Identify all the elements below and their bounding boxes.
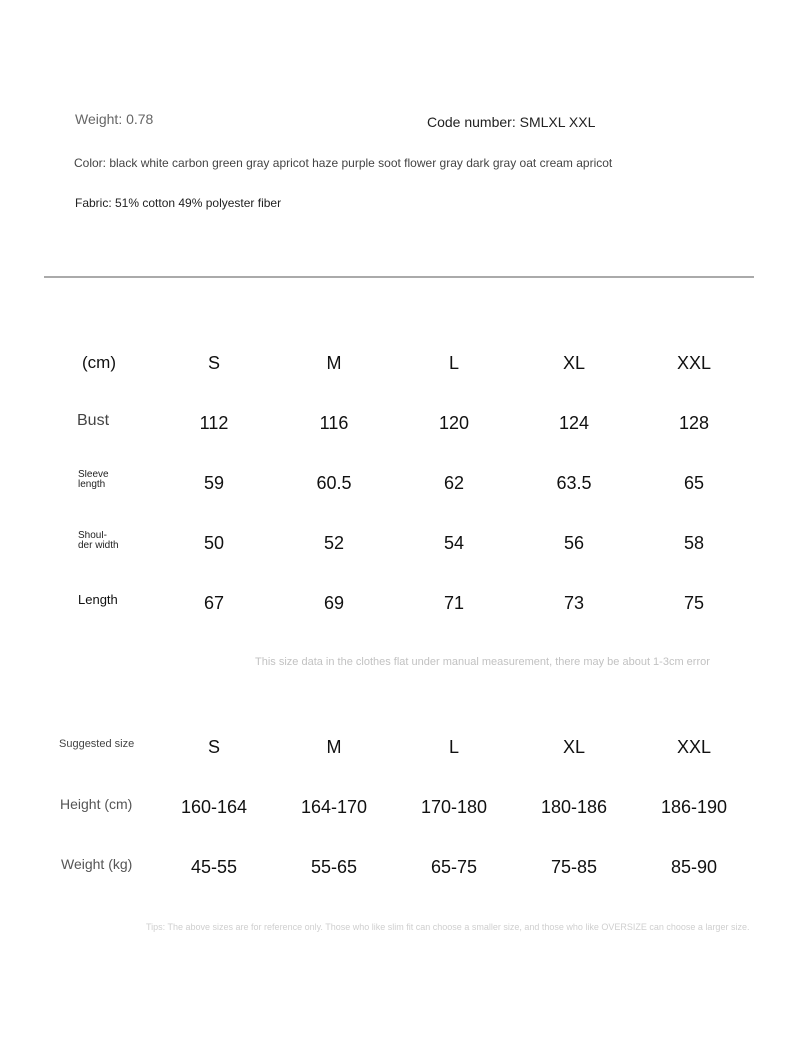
table-cell: 55-65 <box>310 857 358 877</box>
table-cell: 62 <box>443 473 465 493</box>
size-header: M <box>326 737 342 757</box>
unit-label: (cm) <box>82 353 116 372</box>
size-tip: Tips: The above sizes are for reference only. Those who like slim fit can choose a smaller size, and those who like OVERSIZE can choose a larger size. <box>146 922 750 932</box>
size-header: XXL <box>676 737 712 757</box>
size-header: XL <box>562 737 586 757</box>
table-cell: 75-85 <box>550 857 598 877</box>
table-cell: 65 <box>683 473 705 493</box>
table-cell: 85-90 <box>670 857 718 877</box>
size-header: XL <box>562 353 586 373</box>
table-cell: 170-180 <box>420 797 488 817</box>
row-label-length: Length <box>78 592 118 607</box>
suggested-size-label: Suggested size <box>59 738 135 750</box>
table-cell: 73 <box>563 593 585 613</box>
table-cell: 54 <box>443 533 465 553</box>
table-cell: 45-55 <box>190 857 238 877</box>
code-number-text: Code number: SMLXL XXL <box>427 114 596 130</box>
size-header: S <box>207 353 220 373</box>
table-cell: 69 <box>323 593 345 613</box>
fabric-text: Fabric: 51% cotton 49% polyester fiber <box>75 196 282 210</box>
section-divider <box>44 276 754 278</box>
size-header: L <box>448 737 459 757</box>
table-cell: 71 <box>443 593 465 613</box>
table-cell: 52 <box>323 533 345 553</box>
table-cell: 112 <box>199 413 229 433</box>
table-cell: 75 <box>683 593 705 613</box>
row-label-weight: Weight (kg) <box>61 856 133 872</box>
size-header: XXL <box>676 353 712 373</box>
size-header: L <box>448 353 459 373</box>
table-cell: 164-170 <box>300 797 368 817</box>
table-cell: 160-164 <box>180 797 248 817</box>
table-cell: 60.5 <box>316 473 352 493</box>
row-label-shoulder-width: Shoul-der width <box>78 531 119 551</box>
row-label-height: Height (cm) <box>60 796 133 812</box>
table-cell: 63.5 <box>556 473 592 493</box>
table-cell: 58 <box>683 533 705 553</box>
size-header: S <box>207 737 220 757</box>
row-label-bust: Bust <box>77 412 110 429</box>
table-cell: 186-190 <box>660 797 728 817</box>
measurement-note: This size data in the clothes flat under manual measurement, there may be about 1-3cm error <box>255 656 710 668</box>
table-cell: 180-186 <box>540 797 608 817</box>
table-cell: 128 <box>678 413 710 433</box>
row-label-sleeve-length: Sleeve length <box>78 470 109 490</box>
table-cell: 116 <box>319 413 349 433</box>
table-cell: 67 <box>203 593 225 613</box>
weight-text: Weight: 0.78 <box>75 111 154 127</box>
table-cell: 120 <box>438 413 470 433</box>
size-header: M <box>326 353 342 373</box>
table-cell: 59 <box>203 473 225 493</box>
table-cell: 50 <box>203 533 225 553</box>
table-cell: 124 <box>558 413 590 433</box>
color-text: Color: black white carbon green gray apricot haze purple soot flower gray dark gray oat cream apricot <box>74 156 613 170</box>
table-cell: 56 <box>563 533 585 553</box>
table-cell: 65-75 <box>430 857 478 877</box>
